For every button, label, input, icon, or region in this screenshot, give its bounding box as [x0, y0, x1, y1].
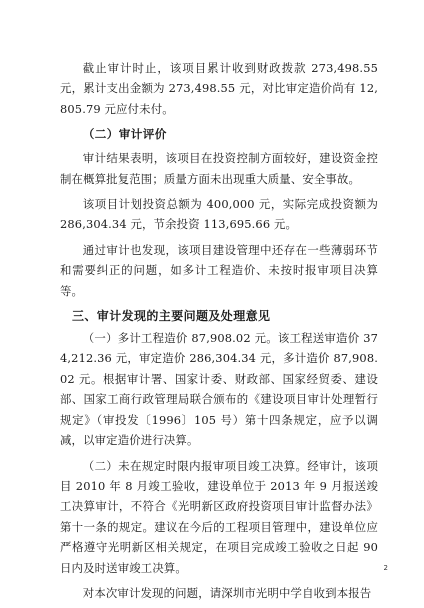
paragraph-audit-results: 审计结果表明，该项目在投资控制方面较好，建设资金控制在概算批复范围；质量方面未出现重大质量、安全事故。	[60, 151, 378, 186]
paragraph-overstated-cost: （一）多计工程造价 87,908.02 元。该工程送审造价 374,212.36 元，审定造价 286,304.34 元，多计造价 87,908.02 元。根据审计署、国家计委、财政部、国家经贸委、建设部、国家工商行政管理局联合颁布的《建设项目审计处理暂行规定》（审投发〔1996〕105 号）第十四条规定，应予以调减，以审定造价进行决算。	[60, 331, 378, 448]
paragraph-late-settlement: （二）未在规定时限内报审项目竣工决算。经审计，该项目 2010 年 8 月竣工验收，建设单位于 2013 年 9 月报送竣工决算审计，不符合《光明新区政府投资项目审计监督办法》第十一条的规定。建议在今后的工程项目管理中，建设单位应严格遵守光明新区相关规定，在项目完成竣工验收之日起 90 日内及时送审竣工决算。	[60, 458, 378, 575]
section-main-issues-title: 三、审计发现的主要问题及处理意见	[72, 309, 271, 324]
document-page	[60, 58, 378, 608]
paragraph-weaknesses: 通过审计也发现，该项目建设管理中还存在一些薄弱环节和需要纠正的问题，如多计工程造价、未按时报审项目决算等。	[60, 242, 378, 298]
subsection-audit-evaluation-title: （二）审计评价	[82, 127, 167, 142]
page-number: 2	[383, 564, 388, 572]
paragraph-funding-status: 截止审计时止，该项目累计收到财政拨款 273,498.55 元，累计支出金额为 273,498.55 元，对比审定造价尚有 12,805.79 元应付未付。	[60, 61, 378, 116]
paragraph-closing: 对本次审计发现的问题，请深圳市光明中学自收到本报告	[82, 585, 372, 600]
paragraph-investment-summary: 该项目计划投资总额为 400,000 元，实际完成投资额为 286,304.34 元，节余投资 113,695.66 元。	[60, 197, 378, 232]
